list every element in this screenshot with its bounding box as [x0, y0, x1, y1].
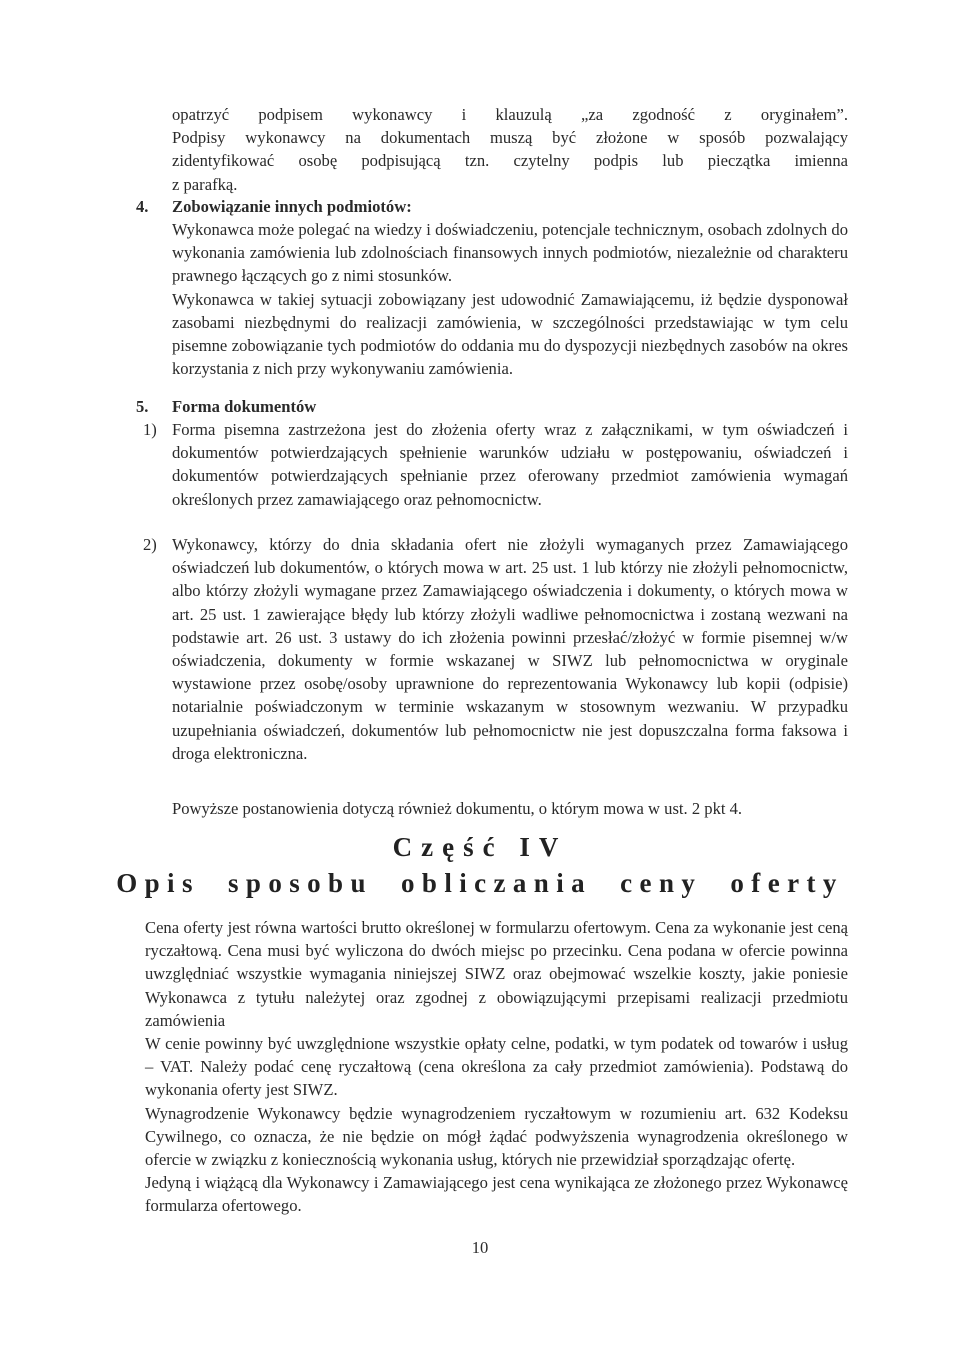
- list-item: [143, 533, 848, 765]
- section-number: 4.: [136, 197, 149, 216]
- section-title: Zobowiązanie innych podmiotów:: [172, 197, 412, 216]
- list-item-number: 2): [143, 535, 157, 554]
- list-item-number: 1): [143, 420, 157, 439]
- section-5-heading: [136, 395, 316, 418]
- page-number: 10: [471, 1238, 489, 1257]
- part-title: Część IV: [392, 832, 568, 862]
- section-5-closing: [172, 797, 848, 820]
- intro-line: Podpisy wykonawcy na dokumentach muszą być złożone w sposób pozwalający: [172, 128, 848, 148]
- paragraph: Jedyną i wiążącą dla Wykonawcy i Zamawiającego jest cena wynikająca ze złożonego przez Wykonawcę formularza ofertowego.: [145, 1173, 848, 1216]
- section-number: 5.: [136, 397, 149, 416]
- paragraph: Wykonawca w takiej sytuacji zobowiązany jest udowodnić Zamawiającemu, iż będzie dysponował zasobami niezbędnymi do realizacji zamówienia, w szczególności przedstawiając w tym celu pisemne zobowiązanie tych podmiotów do oddania mu do dyspozycji niezbędnych zasobów na okres korzystania z nich przy wykonywaniu zamówienia.: [172, 289, 848, 379]
- list-item-text: Forma pisemna zastrzeżona jest do złożenia oferty wraz z załącznikami, w tym oświadczeń i dokumentów potwierdzających spełnienie warunków udziału w postępowaniu, oświadczeń i dokumentów potwierdzających spełnianie przez oferowany przedmiot zamówienia wymagań określonych przez zamawiającego oraz pełnomocnictw.: [172, 420, 848, 509]
- part-body: [145, 916, 848, 1218]
- paragraph: Wynagrodzenie Wykonawcy będzie wynagrodzeniem ryczałtowym w rozumieniu art. 632 Kodeksu Cywilnego, co oznacza, że nie będzie on mógł żądać podwyższenia wynagrodzenia określonego w ofercie w związku z koniecznością wykonania usług, których nie przewidział sporządzając ofertę.: [145, 1103, 848, 1170]
- paragraph: W cenie powinny być uwzględnione wszystkie opłaty celne, podatki, w tym podatek od towarów i usług – VAT. Należy podać cenę ryczałtową (cena określona za cały przedmiot zamówienia). Podstawą do wykonania oferty jest SIWZ.: [145, 1034, 848, 1100]
- section-4-heading: [136, 195, 412, 218]
- section-4-body: [172, 218, 848, 380]
- intro-line: zidentyfikować osobę podpisującą tzn. czytelny podpis lub pieczątka imienna: [172, 151, 848, 171]
- section-title: Forma dokumentów: [172, 397, 317, 416]
- paragraph: Wykonawca może polegać na wiedzy i doświadczeniu, potencjale technicznym, osobach zdolnych do wykonania zamówienia lub zdolnościach finansowych innych podmiotów, niezależnie od charakteru prawnego łączących go z nimi stosunków.: [172, 220, 848, 286]
- intro-line: z parafką.: [172, 174, 238, 194]
- intro-text: [172, 103, 848, 196]
- intro-line: opatrzyć podpisem wykonawcy i klauzulą „za zgodność z oryginałem”.: [172, 105, 848, 124]
- list-item-text: Wykonawcy, którzy do dnia składania ofert nie złożyli wymaganych przez Zamawiającego oświadczeń lub dokumentów, o których mowa w art. 25 ust. 1 lub którzy nie złożyli pełnomocnictw, albo którzy złożyli wymagane przez Zamawiającego oświadczenia i dokumenty, o których mowa w art. 25 ust. 1 zawierające błędy lub którzy złożyli wadliwe pełnomocnictwa i zostaną wezwani na podstawie art. 26 ust. 3 ustawy do ich złożenia powinni przesłać/złożyć w formie pisemnej w/w oświadczenia, dokumenty w formie wskazanej w SIWZ lub pełnomocnictwa w oryginale wystawione przez osobę/osoby uprawnione do reprezentowania Wykonawcy lub kopii (odpisie) notarialnie poświadczonym w terminie wskazanym w stosownym wezwaniu. W przypadku uzupełniania oświadczeń, dokumentów lub pełnomocnictw nie jest dopuszczalna forma faksowa i droga elektroniczna.: [172, 535, 848, 763]
- list-item: [143, 418, 848, 511]
- part-subtitle: Opis sposobu obliczania ceny oferty: [116, 868, 844, 898]
- paragraph: Cena oferty jest równa wartości brutto określonej w formularzu ofertowym. Cena za wykonanie jest ceną ryczałtową. Cena musi być wyliczona do dwóch miejsc po przecinku. Cena podana w ofercie powinna uwzględniać wszystkie wymagania niniejszej SIWZ oraz obejmować wszelkie koszty, jakie poniesie Wykonawca z tytułu należytej oraz zgodnej z obowiązującymi przepisami realizacji przedmiotu zamówienia: [145, 918, 848, 1030]
- paragraph: Powyższe postanowienia dotyczą również dokumentu, o którym mowa w ust. 2 pkt 4.: [172, 799, 743, 818]
